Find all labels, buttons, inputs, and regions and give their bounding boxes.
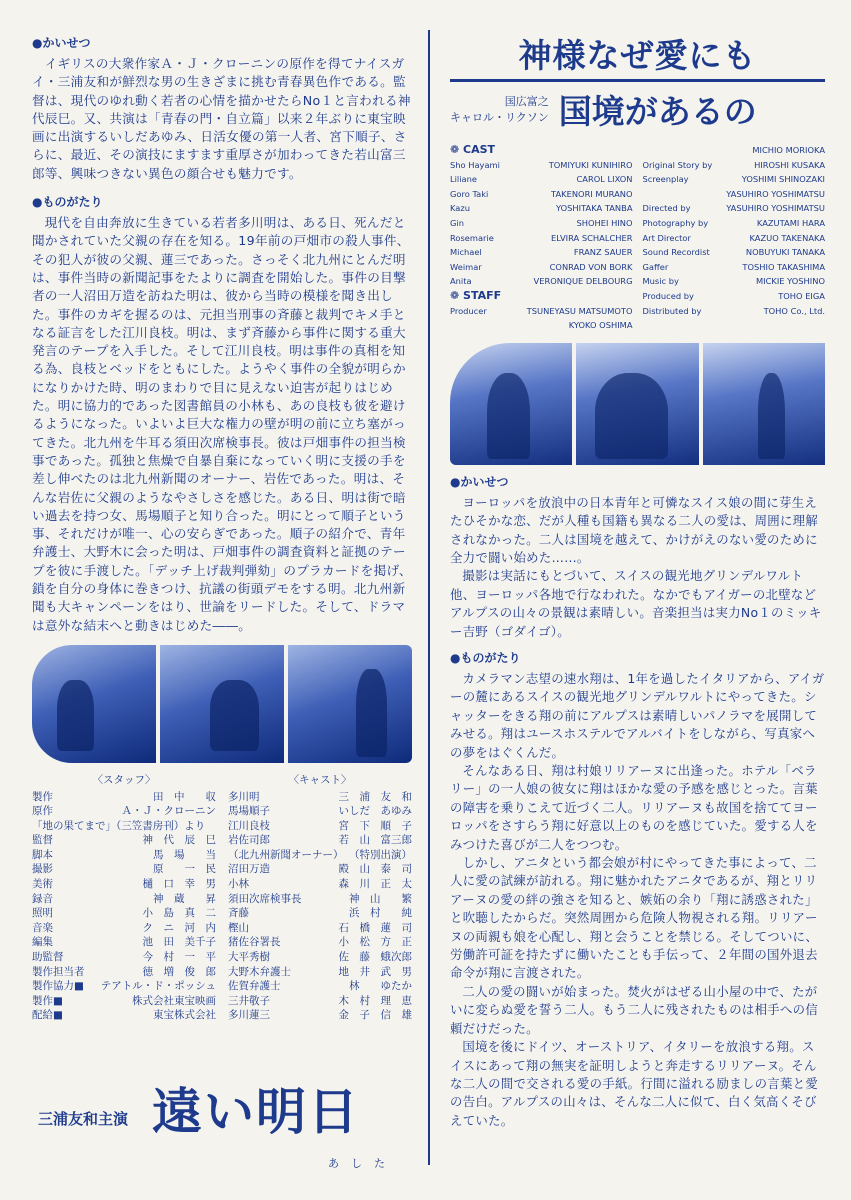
r-staff-row <box>450 318 633 333</box>
r-staff-row-name: MICKIE YOSHINO <box>755 276 825 287</box>
cast-row <box>228 790 412 805</box>
staff-row <box>32 979 216 994</box>
film-stills <box>32 645 412 763</box>
column-divider <box>428 30 430 1165</box>
cast-row-role: 多川明 <box>228 790 260 803</box>
staff-row-name: ク ニ 河 内 <box>142 921 216 934</box>
staff-row-role: 配給■ <box>32 1009 63 1022</box>
cast-row <box>228 848 412 863</box>
staff-row-name: 田 中 収 <box>153 790 216 803</box>
staff-list <box>32 773 216 1023</box>
actor-name: 国広富之 <box>504 94 549 108</box>
r-staff-row-name: MICHIO MORIOKA <box>752 145 825 155</box>
staff-row-name: 小 島 真 二 <box>142 907 216 920</box>
r-cast-row-role: Liliane <box>450 174 477 185</box>
cast-row-role: 猪佐谷署長 <box>228 936 281 949</box>
cast-row <box>228 979 412 994</box>
cast-row-role: 岩佐司郎 <box>228 834 270 847</box>
r-staff-row-role: Sound Recordist <box>642 247 710 258</box>
staff-row <box>32 994 216 1009</box>
r-cast-row <box>450 274 633 289</box>
cast-row-role: 樫山 <box>228 921 249 934</box>
still-photo <box>576 343 698 465</box>
actor-name: キャロル・リクソン <box>450 110 549 124</box>
r-staff-row <box>643 289 826 304</box>
staff-row-name: 樋 口 幸 男 <box>142 878 216 891</box>
cast-row <box>228 877 412 892</box>
r-monogatari-paragraph: 二人の愛の闘いが始まった。焚火がはぜる山小屋の中で、たがいに変らぬ愛を誓う二人。もう二人に残されたものは相手への信頼だけだった。 <box>450 983 819 1036</box>
staff-row-name: テアトル・ド・ポッシュ <box>100 980 216 993</box>
staff-row <box>32 921 216 936</box>
cast-row-name: 宮 下 順 子 <box>338 819 412 832</box>
staff-row <box>32 877 216 892</box>
cast-row-role: 多川蓮三 <box>228 1009 270 1022</box>
actor-names <box>450 94 549 126</box>
r-monogatari-paragraph: そんなある日、翔は村娘リリアーヌに出逢った。ホテル「ベラリー」の一人娘の彼女に翔はほかな愛の予感を感じとった。言葉の障害を乗りこえて近づく二人。リリアーヌも故国を捨ててヨーロッパをさすらう翔に好意以上のものを感じていた。愛する人をみつけた喜びが二人をつつむ。 <box>450 763 818 852</box>
still-photo <box>32 645 156 763</box>
cast-title: 〈キャスト〉 <box>288 773 352 786</box>
staff-row-name: Ａ・Ｊ・クローニン <box>121 805 216 818</box>
r-staff-row-name: HIROSHI KUSAKA <box>754 159 825 170</box>
cast-row-name: 森 川 正 太 <box>338 878 412 891</box>
cast-row-role: 須田次席検事長 <box>228 892 302 905</box>
cast-row <box>228 862 412 877</box>
cast-row-name: 林 ゆたか <box>349 980 412 993</box>
r-kaisetsu-text <box>450 494 825 641</box>
r-staff-row-role: Gaffer <box>642 261 669 272</box>
r-cast-row-role: Gin <box>450 217 464 228</box>
still-photo <box>450 343 572 465</box>
r-monogatari-heading: ●ものがたり <box>450 650 521 665</box>
staff-row <box>32 892 216 907</box>
staff-row-role: 録音 <box>32 892 53 905</box>
r-staff-row-name: KAZUO TAKENAKA <box>749 232 825 243</box>
r-staff-row <box>643 143 826 158</box>
r-cast-row-name: CONRAD VON BORK <box>549 261 633 272</box>
staff-row <box>32 833 216 848</box>
r-staff-row-role: Produced by <box>642 290 694 301</box>
staff-column <box>643 143 826 333</box>
staff-row-role: 「地の果てまで」（三笠書房刊）より <box>32 819 206 832</box>
r-staff-row-role: Music by <box>642 276 679 287</box>
cast-row <box>228 1008 412 1023</box>
staff-row-role: 製作協力■ <box>32 980 84 993</box>
staff-row-role: 製作担当者 <box>32 965 85 978</box>
r-staff-row-name: YASUHIRO YOSHIMATSU <box>726 188 825 199</box>
staff-row-name: 池 田 美千子 <box>142 936 216 949</box>
r-cast-row-role: Kazu <box>450 203 470 214</box>
cast-row <box>228 921 412 936</box>
cast-row-role: 大平秀樹 <box>228 951 270 964</box>
r-staff-row-role: Photography by <box>642 217 709 228</box>
r-staff-row-role: Directed by <box>642 203 691 214</box>
staff-row <box>32 848 216 863</box>
cast-row <box>228 950 412 965</box>
cast-row-name: 地 井 武 男 <box>338 965 412 978</box>
cast-row-name: いしだ あゆみ <box>338 805 412 818</box>
r-staff-row <box>643 201 826 216</box>
staff-row-name: 神 蔵 昇 <box>153 892 216 905</box>
cast-row <box>228 906 412 921</box>
r-staff-row-role: Producer <box>450 305 487 316</box>
r-staff-row-name: TSUNEYASU MATSUMOTO <box>526 305 633 316</box>
cast-row <box>228 833 412 848</box>
r-staff-row <box>643 231 826 246</box>
r-staff-row <box>643 304 826 319</box>
staff-row-role: 撮影 <box>32 863 53 876</box>
cast-row <box>228 892 412 907</box>
staff-row-role: 製作■ <box>32 994 63 1007</box>
r-cast-row <box>450 260 633 275</box>
r-kaisetsu-paragraph: ヨーロッパを放浪中の日本青年と可憐なスイス娘の間に芽生えたひそかな恋、だが人種も国籍も異なる二人の愛は、周囲に理解されなかった。二人は国境を越えて、かけがえのない愛のために全力で闘い始めた……。 <box>450 494 819 565</box>
r-cast-row <box>450 216 633 231</box>
staff-row-role: 脚本 <box>32 848 53 861</box>
r-kaisetsu-paragraph: 撮影は実話にもとづいて、スイスの観光地グリンデルワルト他、ヨーロッパ各地で行なわれた。なかでもアイガーの北壁などアルプスの山々の景観は素晴しい。音楽担当は実力No１のミッキー吉野（ゴダイゴ）。 <box>450 568 822 639</box>
r-staff-row <box>643 216 826 231</box>
staff-row-role: 助監督 <box>32 951 64 964</box>
r-cast-row-name: YOSHITAKA TANBA <box>556 203 633 214</box>
monogatari-paragraph: 現代を自由奔放に生きている若者多川明は、ある日、死んだと聞かされていた父親の存在を知る。19年前の戸畑市の殺人事件、その犯人が彼の父親、蓮三であった。さっそく北九州にとんだ明は、事件当時の新聞記事をたよりに調査を開始した。事件の目撃者の一人沼田万造を訪ねた明は、彼から当時の模様を聞き出した。事件のカギを握るのは、元担当刑事の斉藤と裁判でキメ手となる証言をした江川良枝。明は、まず斉藤から事件に関する重大発言のテープを入手した。そして江川良枝。明は事件の真相を知る為、良枝とベッドをともにした。ようやく事件の全貌が明らかになりかけた時、明のまわりで目に見えない迫害が起りはじめた。明に協力的であった図書館員の小林も、あの良枝も彼を避けるようになった。いよいよ巨大な権力の壁が明の前に立ち塞がってきた。北九州を牛耳る須田次席検事長。彼は戸畑事件の担当検事であった。孤独と焦燥で自暴自棄になっていく明に支援の手を差し伸べたのは北九州新聞のオーナー、岩佐であった。明は、そんな岩佐に父親のようなやさしさを感じた。ある日、明は街で暗い過去を持つ女、馬場順子と知り合った。明にとって順子という事、それだけが唯一、心の安らぎであった。順子の紹介で、青年弁護士、大野木に会った明は、戸畑事件の調査資料と証拠のテープを彼に手渡した。「デッチ上げ裁判弾劾」のプラカードを掲げ、鎖を自分の身体に巻きつけ、抗議の街頭デモをする明。北九州新聞も大キャンペーンをはり、世論をリードした。そして、ドラマは意外な結末へと動きはじめた――。 <box>32 215 412 633</box>
r-cast-row-name: CAROL LIXON <box>576 174 633 185</box>
staff-row-role: 原作 <box>32 805 53 818</box>
r-monogatari-paragraph: しかし、アニタという都会娘が村にやってきた事によって、二人に愛の試練が訪れる。翔に魅かれたアニタであるが、翔とリリアーヌの愛の絆の強さを知ると、嫉妬の余り「翔に誘惑された」と吹聴したからだ。突然周囲から危険人物視される翔。リリアーヌの両親も娘を心配し、翔と会うことを禁じる。そしてついに、労働許可証を持たずに働いたことも手伝って、２年間の国外退去命令が翔に言渡された。 <box>450 855 819 981</box>
monogatari-heading: ●ものがたり <box>32 195 103 210</box>
r-staff-row-name: YOSHIMI SHINOZAKI <box>741 174 825 185</box>
r-staff-row <box>643 260 826 275</box>
credits <box>32 773 412 1023</box>
cast-row-role: （北九州新聞オーナー） <box>228 848 344 861</box>
cast-row-name: 若 山 富三郎 <box>338 834 412 847</box>
r-cast-row-name: VERONIQUE DELBOURG <box>533 276 633 287</box>
cast-row-role: 小林 <box>228 878 249 891</box>
right-column <box>450 30 825 1130</box>
cast-row-name: 神 山 繁 <box>349 892 412 905</box>
r-staff-row-role: Screenplay <box>642 174 689 185</box>
cast-row-role: 沼田万造 <box>228 863 270 876</box>
staff-row-name: 株式会社東宝映画 <box>132 994 216 1007</box>
r-staff-row-name: KYOKO OSHIMA <box>568 320 633 331</box>
cast-row-name: 木 村 理 恵 <box>338 994 412 1007</box>
staff-row <box>32 804 216 819</box>
still-photo <box>703 343 825 465</box>
cast-row <box>228 965 412 980</box>
r-cast-row-name: FRANZ SAUER <box>573 247 633 258</box>
cast-row <box>228 935 412 950</box>
staff-row-role: 監督 <box>32 834 53 847</box>
r-cast-row-name: TOMIYUKI KUNIHIRO <box>548 159 633 170</box>
staff-row-role: 音楽 <box>32 921 53 934</box>
film-title-line1: 神様なぜ愛にも <box>518 36 757 75</box>
r-monogatari-paragraph: カメラマン志望の速水翔は、1年を過したイタリアから、アイガーの麓にあるスイスの観光地グリンデルワルトにやってきた。シャッターをきる翔の前にアルプスは素晴しいパノラマを展開してみせる。翔はユースホステルでアルバイトをしながら、写真家への夢をはぐくんだ。 <box>450 670 825 760</box>
staff-row-name: 原 一 民 <box>153 863 216 876</box>
r-cast-row-name: ELVIRA SCHALCHER <box>551 232 633 243</box>
still-photo <box>288 645 412 763</box>
lead-actor: 三浦友和主演 <box>38 1110 129 1128</box>
r-staff-row-role: Original Story by <box>642 159 713 170</box>
staff-row <box>32 819 216 834</box>
staff-row <box>32 1008 216 1023</box>
staff-row <box>32 950 216 965</box>
r-cast-row <box>450 245 633 260</box>
cast-row-role: 大野木弁護士 <box>228 965 291 978</box>
cast-row-name: 佐 藤 蛾次郎 <box>338 951 412 964</box>
staff-title: 〈スタッフ〉 <box>92 773 156 786</box>
cast-heading: ❁ CAST <box>450 143 496 156</box>
r-cast-row-role: Rosemarie <box>450 232 494 243</box>
staff-row-name: 神 代 辰 巳 <box>142 834 216 847</box>
r-cast-row <box>450 172 633 187</box>
r-cast-row <box>450 231 633 246</box>
staff-row-name: 馬 場 当 <box>153 848 216 861</box>
cast-staff-grid <box>450 143 825 333</box>
r-staff-row <box>450 304 633 319</box>
staff-row <box>32 790 216 805</box>
cast-row-name: 金 子 信 雄 <box>338 1009 412 1022</box>
film-stills-right <box>450 343 825 465</box>
r-cast-row-role: Goro Taki <box>450 188 489 199</box>
staff-row-name: 東宝株式会社 <box>153 1009 216 1022</box>
cast-row-name: 浜 村 純 <box>349 907 412 920</box>
r-kaisetsu-heading: ●かいせつ <box>450 474 509 489</box>
cast-row <box>228 994 412 1009</box>
cast-row-name: （特別出演） <box>349 848 412 861</box>
staff-row-role: 美術 <box>32 878 53 891</box>
kaisetsu-text <box>32 55 412 183</box>
r-staff-row-name: NOBUYUKI TANAKA <box>745 247 825 258</box>
monogatari-text <box>32 214 412 635</box>
staff-row-role: 編集 <box>32 936 53 949</box>
still-photo <box>160 645 284 763</box>
kaisetsu-paragraph: イギリスの大衆作家Ａ・Ｊ・クローニンの原作を得てナイスガイ・三浦友和が鮮烈な男の生きざまに挑む青春異色作である。監督は、現代のゆれ動く若者の心情を描かせたらNo１と言われる神代辰巳。又、共演は「青春の門・自立篇」以来２年ぶりに東宝映画に出演するいしだあゆみ、日活女優の第一人者、宮下順子、さらに、最近、その演技にますます重厚さが加わってきた若山富三郎等、興味つきない異色の顔合せも魅力です。 <box>32 56 411 181</box>
r-staff-row <box>643 245 826 260</box>
title-rule <box>450 79 825 82</box>
staff-row <box>32 906 216 921</box>
r-cast-row-role: Michael <box>450 247 482 258</box>
staff-heading: ❁ STAFF <box>450 288 502 302</box>
cast-row-role: 江川良枝 <box>228 819 270 832</box>
r-cast-row <box>450 158 633 173</box>
r-cast-row <box>450 201 633 216</box>
cast-row-role: 斉藤 <box>228 907 249 920</box>
kaisetsu-heading: ●かいせつ <box>32 36 91 50</box>
r-staff-row-name: TOSHIO TAKASHIMA <box>742 261 825 272</box>
cast-row-name: 石 橋 蓮 司 <box>338 921 412 934</box>
r-cast-row <box>450 187 633 202</box>
r-staff-row <box>643 187 826 202</box>
r-staff-row-role: Distributed by <box>642 305 702 316</box>
r-staff-row <box>643 274 826 289</box>
cast-column <box>450 143 633 333</box>
film-title-line2: 国境があるの <box>558 92 757 131</box>
staff-row-name: 徳 増 俊 郎 <box>142 965 216 978</box>
r-cast-row-name: SHOHEI HINO <box>576 217 633 228</box>
title-sub <box>450 86 825 133</box>
cast-list <box>228 773 412 1023</box>
r-monogatari-text <box>450 670 825 1130</box>
r-staff-row-role: Art Director <box>642 232 691 243</box>
cast-row-role: 佐賀弁護士 <box>228 980 281 993</box>
r-staff-row-name: TOHO EIGA <box>778 290 825 301</box>
r-staff-row-name: KAZUTAMI HARA <box>756 217 825 228</box>
r-cast-row-role: Anita <box>450 276 472 287</box>
r-cast-row-role: Weimar <box>450 261 482 272</box>
cast-row <box>228 819 412 834</box>
r-staff-row-name: YASUHIRO YOSHIMATSU <box>726 203 825 214</box>
staff-row-role: 製作 <box>32 790 53 803</box>
cast-row <box>228 804 412 819</box>
staff-row-name: 今 村 一 平 <box>142 951 216 964</box>
staff-row-role: 照明 <box>32 907 53 920</box>
staff-row <box>32 935 216 950</box>
r-staff-row <box>643 172 826 187</box>
cast-row-name: 三 浦 友 和 <box>338 790 412 803</box>
film-title: 遠い明日 <box>152 1082 360 1141</box>
staff-row <box>32 965 216 980</box>
r-cast-row-name: TAKENORI MURANO <box>551 188 633 199</box>
cast-row-role: 馬場順子 <box>228 805 270 818</box>
r-cast-row-role: Sho Hayami <box>450 159 500 170</box>
r-staff-row <box>643 158 826 173</box>
cast-row-name: 殿 山 泰 司 <box>338 863 412 876</box>
r-monogatari-paragraph: 国境を後にドイツ、オーストリア、イタリーを放浪する翔。スイスにあって翔の無実を証明しようと奔走するリリアーヌ。そんな二人の間で交される愛の手紙。行間に溢れる励ましの言葉と愛の告白。アルプスの山々は、そんな二人に似て、白く気高くそびえていた。 <box>450 1039 819 1128</box>
cast-row-name: 小 松 方 正 <box>338 936 412 949</box>
left-column <box>32 30 412 1023</box>
r-staff-row-name: TOHO Co., Ltd. <box>763 305 825 316</box>
staff-row <box>32 862 216 877</box>
film-title-ruby: あした <box>328 1157 397 1170</box>
cast-row-role: 三井敬子 <box>228 994 270 1007</box>
